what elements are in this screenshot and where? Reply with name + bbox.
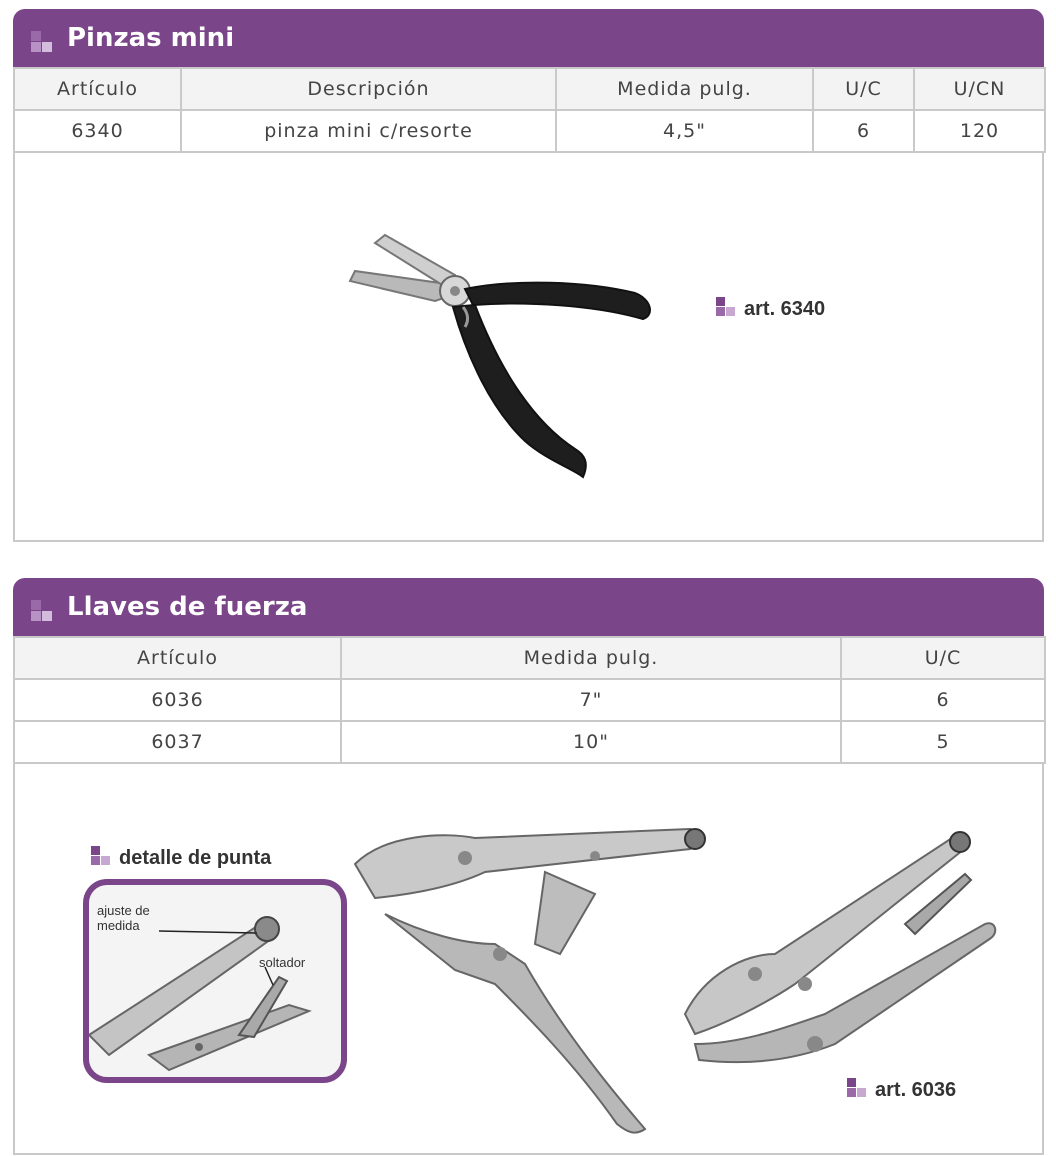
purple-square-bullet-icon (847, 1078, 867, 1098)
section-llaves-de-fuerza (13, 578, 1044, 1155)
table-row (14, 679, 1045, 721)
product-table (13, 636, 1046, 764)
table-cell: 120 (914, 110, 1045, 152)
table-cell: 4,5" (556, 110, 813, 152)
tip-detail-inset (83, 879, 347, 1083)
label-adjust: ajuste de medida (97, 903, 150, 933)
column-header: Medida pulg. (556, 68, 813, 110)
table-cell: 6 (841, 679, 1045, 721)
caption-text: art. 6340 (744, 298, 826, 320)
purple-square-bullet-icon (716, 297, 736, 317)
mini-pliers-image (335, 223, 695, 503)
caption-text: art. 6036 (875, 1079, 957, 1101)
column-header: Artículo (14, 68, 181, 110)
caption-text: detalle de punta (119, 847, 272, 869)
table-header-row (14, 637, 1045, 679)
section-header (13, 578, 1044, 636)
locking-pliers-small-image (665, 814, 1005, 1074)
purple-square-bullet-icon (91, 846, 111, 866)
section-title: Llaves de fuerza (67, 592, 308, 622)
section-pinzas-mini (13, 9, 1044, 542)
column-header: Descripción (181, 68, 556, 110)
column-header: U/C (841, 637, 1045, 679)
purple-square-bullet-icon (31, 600, 53, 622)
table-cell: 5 (841, 721, 1045, 763)
table-row (14, 110, 1045, 152)
product-table (13, 67, 1046, 153)
column-header: Artículo (14, 637, 341, 679)
product-image-panel (13, 153, 1044, 542)
section-title: Pinzas mini (67, 23, 235, 53)
table-header-row (14, 68, 1045, 110)
label-release: soltador (259, 955, 306, 970)
table-cell: 6036 (14, 679, 341, 721)
column-header: U/CN (914, 68, 1045, 110)
table-cell: pinza mini c/resorte (181, 110, 556, 152)
table-cell: 10" (341, 721, 841, 763)
article-caption (716, 297, 825, 321)
purple-square-bullet-icon (31, 31, 53, 53)
table-cell: 6 (813, 110, 914, 152)
table-row (14, 721, 1045, 763)
detail-caption (91, 846, 271, 870)
table-cell: 6340 (14, 110, 181, 152)
table-cell: 7" (341, 679, 841, 721)
product-image-panel (13, 764, 1044, 1155)
column-header: Medida pulg. (341, 637, 841, 679)
table-cell: 6037 (14, 721, 341, 763)
column-header: U/C (813, 68, 914, 110)
section-header (13, 9, 1044, 67)
article-caption (847, 1078, 956, 1102)
